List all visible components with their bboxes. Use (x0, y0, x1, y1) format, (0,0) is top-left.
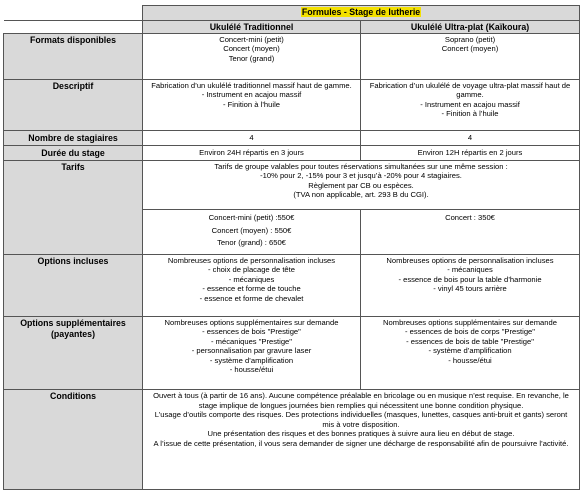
table-corner-2 (4, 21, 143, 34)
row-label-descriptif: Descriptif (4, 80, 143, 131)
tarifs-line: (TVA non applicable, art. 293 B du CGI). (293, 190, 429, 200)
options-supp-traditionnel (143, 317, 361, 390)
row-label-conditions: Conditions (4, 390, 143, 490)
conditions-paragraph: A l’issue de cette présentation, il vous sera demander de signer une décharge de responsabilité afin de poursuivre l’activité. (153, 438, 569, 448)
list-item: - Instrument en acajou massif (201, 90, 302, 100)
row-label-duree: Durée du stage (4, 146, 143, 161)
list-item: Tenor (grand) (228, 53, 275, 63)
list-item: - essences de bois "Prestige" (202, 327, 301, 337)
list-item: - choix de placage de tête (208, 265, 295, 275)
options-incluses-traditionnel (143, 255, 361, 317)
conditions-text (143, 390, 580, 490)
price-item: Tenor (grand) : 650€ (217, 238, 286, 248)
list-item: - mécaniques "Prestige" (211, 336, 292, 346)
list-item: - vinyl 45 tours arrière (433, 284, 507, 294)
list-item: Nombreuses options de personnalisation incluses (386, 255, 554, 265)
list-item: - système d’amplification (428, 346, 512, 356)
list-item: Nombreuses options supplémentaires sur demande (383, 317, 557, 327)
list-item: Nombreuses options supplémentaires sur demande (164, 317, 339, 327)
list-item: Concert (moyen) (441, 44, 499, 54)
descriptif-intro: Fabrication d’un ukulélé traditionnel massif haut de gamme. (151, 80, 352, 90)
descriptif-traditionnel (143, 80, 361, 131)
list-item: Soprano (petit) (444, 34, 496, 44)
formules-table (3, 5, 580, 490)
tarifs-common (143, 161, 580, 210)
formats-ultraplat (361, 34, 580, 80)
list-item: - personnalisation par gravure laser (191, 346, 312, 356)
list-item: - essences de bois de corps "Prestige" (405, 327, 535, 337)
col-header-traditionnel: Ukulélé Traditionnel (143, 21, 361, 34)
list-item: - mécaniques (447, 265, 493, 275)
stagiaires-traditionnel: 4 (143, 131, 361, 146)
row-label-options-incluses: Options incluses (4, 255, 143, 317)
col-header-ultraplat: Ukulélé Ultra-plat (Kaïkoura) (361, 21, 580, 34)
list-item: - housse/étui (448, 355, 492, 365)
duree-ultraplat: Environ 12H répartis en 2 jours (361, 146, 580, 161)
stagiaires-ultraplat: 4 (361, 131, 580, 146)
list-item: - Finition à l’huile (441, 109, 499, 119)
price-item: Concert (moyen) : 550€ (211, 225, 292, 235)
list-item: - Instrument en acajou massif (420, 99, 520, 109)
title-cell (143, 6, 580, 21)
table-title: Formules - Stage de lutherie (301, 7, 421, 18)
conditions-paragraph: Ouvert à tous (à partir de 16 ans). Aucune compétence préalable en bricolage ou en musique n’est requise. En revanche, le stage implique de longues journées bien remplies qui nécessitent une bonne condition physique. (153, 391, 569, 410)
row-label-stagiaires: Nombre de stagiaires (4, 131, 143, 146)
tarifs-line: Tarifs de groupe valables pour toutes réservations simultanées sur une même session : (214, 161, 508, 171)
options-incluses-ultraplat (361, 255, 580, 317)
list-item: Nombreuses options de personnalisation incluses (167, 255, 336, 265)
list-item: - essence et forme de chevalet (199, 293, 304, 303)
duree-traditionnel: Environ 24H répartis en 3 jours (143, 146, 361, 161)
list-item: - essence et forme de touche (202, 284, 301, 294)
row-label-options-supp (4, 317, 143, 390)
table-corner (4, 6, 143, 21)
list-item: - mécaniques (228, 274, 275, 284)
options-supp-label: Options supplémentaires (20, 317, 126, 328)
list-item: Concert (moyen) (223, 44, 280, 54)
tarifs-line: -10% pour 2, -15% pour 3 et jusqu’à -20% pour 4 stagiaires. (260, 171, 462, 181)
tarifs-traditionnel (143, 210, 361, 255)
list-item: - housse/étui (229, 365, 274, 375)
list-item: - essences de bois de table "Prestige" (406, 336, 534, 346)
list-item: Concert-mini (petit) (219, 34, 284, 44)
tarifs-line: Règlement par CB ou espèces. (308, 180, 414, 190)
list-item: - système d’amplification (209, 355, 294, 365)
conditions-paragraph: L’usage d’outils comporte des risques. Des protections individuelles (masques, lunettes, casques anti-bruit et gants) seront mis à votre disposition. (154, 410, 568, 429)
options-supp-sublabel: (payantes) (51, 328, 95, 339)
descriptif-intro: Fabrication d’un ukulélé de voyage ultra-plat massif haut de gamme. (369, 80, 571, 100)
list-item: - Finition à l’huile (223, 99, 280, 109)
descriptif-ultraplat (361, 80, 580, 131)
conditions-paragraph: Une présentation des risques et des bonnes pratiques à suivre aura lieu en début de stage. (207, 429, 515, 439)
options-supp-ultraplat (361, 317, 580, 390)
tarifs-ultraplat (361, 210, 580, 255)
formats-traditionnel (143, 34, 361, 80)
price-item: Concert : 350€ (445, 213, 495, 222)
row-label-formats: Formats disponibles (4, 34, 143, 80)
price-item: Concert-mini (petit) :550€ (208, 213, 295, 222)
list-item: - essence de bois pour la table d’harmonie (398, 274, 542, 284)
row-label-tarifs: Tarifs (4, 161, 143, 255)
